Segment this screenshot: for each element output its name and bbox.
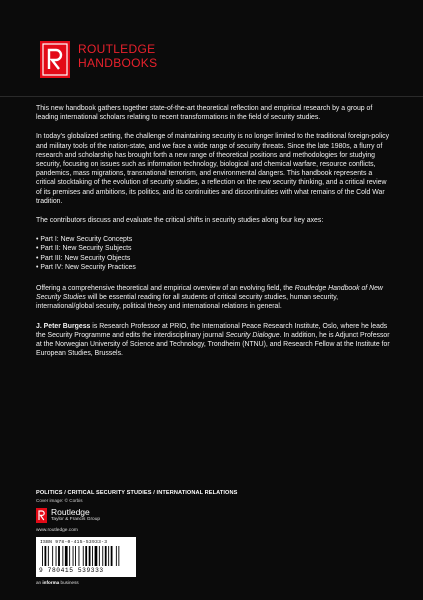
barcode-digits: 9 780415 539333	[39, 567, 104, 574]
author-bio	[36, 322, 391, 359]
informa-prefix: an	[36, 580, 43, 585]
isbn-barcode	[36, 537, 136, 577]
cover-credit: Cover image: © Corbis	[36, 498, 83, 503]
informa-suffix: business	[59, 580, 79, 585]
brand-line-1: ROUTLEDGE	[78, 42, 156, 56]
informa-brand: informa	[42, 580, 60, 585]
author-name: J. Peter Burgess	[36, 322, 91, 330]
routledge-handbooks-logo	[40, 41, 157, 78]
list-item: • Part I: New Security Concepts	[36, 236, 133, 244]
axes-intro-paragraph: The contributors discuss and evaluate the critical shifts in security studies along four key axes:	[36, 217, 324, 225]
blurb	[36, 104, 391, 368]
axes-list	[36, 235, 391, 272]
publisher-url: www.routledge.com	[36, 528, 78, 533]
publisher-logo	[36, 508, 100, 523]
informa-tagline	[36, 580, 79, 585]
routledge-logo-icon	[36, 508, 47, 523]
isbn-text: ISBN 978-0-415-53933-3	[40, 540, 108, 545]
bio-text-rest: . In addition, he is Adjunct Professor at the Norwegian University of Science and Technology, Trondheim (NTNU), and Research Fellow at the Institute for European Studies, Brussels.	[36, 331, 390, 358]
divider	[0, 96, 423, 97]
bio-text: is Research Professor at PRIO, the International Peace Research Institute, Oslo, where he leads the Security Programme and edits the interdisciplinary journal	[36, 322, 388, 339]
subject-categories: POLITICS / CRITICAL SECURITY STUDIES / INTERNATIONAL RELATIONS	[36, 490, 238, 496]
overview-text: Offering a comprehensive theoretical and empirical overview of an evolving field, the	[36, 285, 295, 293]
publisher-group: Taylor & Francis Group	[51, 517, 101, 522]
intro-paragraph: This new handbook gathers together state-of-the-art theoretical reflection and empirical research by a group of leading international scholars relating to recent transformations in the field of security studies.	[36, 105, 373, 122]
publisher-name: Routledge	[51, 507, 90, 517]
overview-paragraph	[36, 284, 391, 312]
context-paragraph: In today’s globalized setting, the challenge of maintaining security is no longer limited to the traditional foreign-policy and military tools of the nation-state, and we face a wide range of security threats. Since the late 1980s, a flurry of research and scholarship has brought forth a new range of theoretical positions and methodologies for studying security, focusing on issues such as information technology, biological and chemical warfare, resource conflicts, pandemics, mass migrations, transnational terrorism, and environmental dangers. This handbook represents a critical stocktaking of the evolution of security studies, a reflection on the new security thinking, and a critical review of its premises and ambitions, its politics, and its continuities and discontinuities with what remains of the Cold War tradition.	[36, 133, 390, 205]
list-item: • Part IV: New Security Practices	[36, 263, 136, 271]
journal-title: Security Dialogue	[225, 331, 280, 339]
routledge-logo-icon	[40, 41, 70, 78]
handbook-title: Routledge Handbook of New Security Studies	[36, 285, 383, 302]
list-item: • Part III: New Security Objects	[36, 254, 131, 262]
brand-line-2: HANDBOOKS	[78, 55, 158, 70]
overview-text-rest: will be essential reading for all students of critical security studies, human security, international/global security, political theory and international relations in general.	[36, 294, 339, 311]
list-item: • Part II: New Security Subjects	[36, 245, 132, 253]
